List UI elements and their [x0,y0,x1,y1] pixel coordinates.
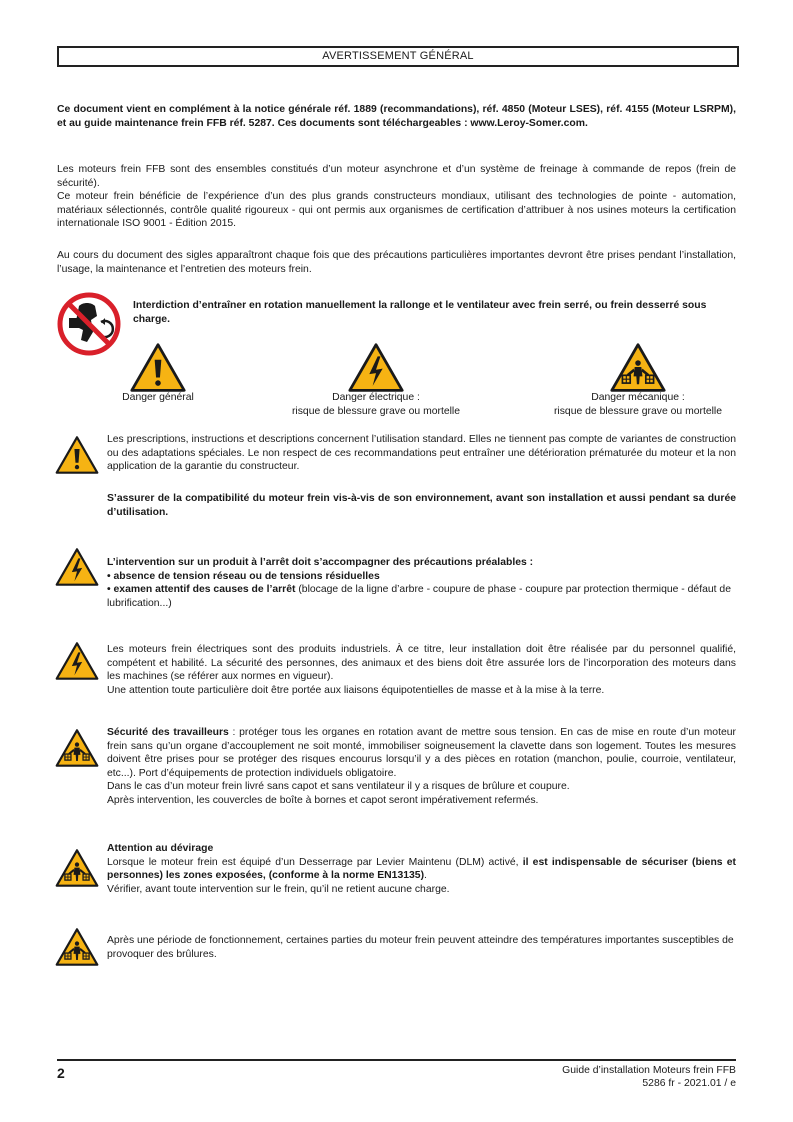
danger-mechanical-label [534,391,742,418]
general-danger-icon [55,436,99,474]
footer-doc-title: Guide d’installation Moteurs frein FFB [562,1065,736,1076]
bullet-no-voltage: • absence de tension réseau ou de tensions résiduelles [107,570,380,582]
section-worker-safety [107,726,736,808]
danger-mechanical-line2: risque de blessure grave ou mortelle [553,405,723,417]
section-industrial-products-text: Les moteurs frein électriques sont des produits industriels. À ce titre, leur installation doit être réalisée par du personnel qualifié, compétent et habilité. La sécurité des personnes, des animaux et des biens doit être assurée lors de l’incorporation des moteurs dans les machines (se référer aux normes en vigueur). [107,644,736,683]
danger-general-line1: Danger général [122,392,194,403]
page-number: 2 [57,1065,65,1081]
prohibition-text: Interdiction d’entraîner en rotation manuellement la rallonge et le ventilateur avec frein serré, ou frein desserré sous charge. [133,300,707,325]
danger-mechanical-line1: Danger mécanique : [591,392,685,403]
intro-bold-paragraph: Ce document vient en complément à la notice générale réf. 1889 (recommandations), réf. 4850 (Moteur LSES), réf. 4155 (Moteur LSRPM), et au guide maintenance frein FFB réf. 5287. Ces documents sont téléchargeables : www.Leroy-Somer.com. [57,104,736,129]
header-title: AVERTISSEMENT GÉNÉRAL [322,50,474,62]
danger-electrical-line2: risque de blessure grave ou mortelle [291,405,461,417]
footer-divider [57,1059,736,1061]
section-standard-use-text: Les prescriptions, instructions et descriptions concernent l’utilisation standard. Elles ne tiennent pas compte de variantes de construction ou des adaptations spéciales. Le non respect de ces recommandations peut entraîner une détérioration prématurée du moteur et la non application de la garantie du constructeur. [107,434,736,473]
mechanical-danger-icon [55,928,99,966]
worker-safety-title: Sécurité des travailleurs [107,727,229,738]
worker-safety-text: : protéger tous les organes en rotation avant de mettre sous tension. En cas de mise en route d’un moteur frein sans qu’un organe d’accouplement ne soit monté, immobiliser soigneusement la clavette dans son logement. Toutes les mesures doivent être prises pour se protéger des risques encourus lorsqu’il y a des pièces en rotation (manchon, poulie, courroie, ventilateur, etc...). Port d’équipements de protection individuels obligatoire. [107,727,736,779]
bullet-cause-examination [107,583,736,610]
backdriving-paragraph [107,856,736,883]
bullet-cause-bold: • examen attentif des causes de l’arrêt [107,584,296,596]
page-header [57,46,739,67]
mechanical-danger-icon [610,343,666,392]
section-compatibility-bold: S’assurer de la compatibilité du moteur frein vis-à-vis de son environnement, avant son installation et aussi pendant sa durée d’utilisation. [107,493,736,518]
general-danger-icon [130,343,186,392]
worker-safety-close-covers: Après intervention, les couvercles de boîte à bornes et capot seront impérativement refermés. [107,794,539,806]
footer-info [562,1064,736,1090]
electrical-danger-icon [55,642,99,680]
worker-safety-paragraph [107,726,736,780]
intro-paragraph-2: Au cours du document des sigles apparaîtront chaque fois que des précautions particulières importantes devront être prises pendant l’installation, l’usage, la maintenance et l’entretien des moteurs frein. [57,250,736,275]
backdriving-text-b: il est indispensable de sécuriser (biens et personnes) les zones exposées, (conforme à la norme EN13135) [107,856,736,882]
mechanical-danger-icon [55,849,99,887]
intro-paragraph-1a: Les moteurs frein FFB sont des ensembles constitués d’un moteur asynchrone et d’un système de freinage à commande de repos (frein de sécurité). [57,164,736,189]
backdriving-title: Attention au dévirage [107,843,214,854]
intro-paragraph-1b: Ce moteur frein bénéficie de l’expérience d’un des plus grands constructeurs mondiaux, utilisant des technologies de pointe - automation, matériaux sélectionnés, contrôle qualité rigoureux - qui ont permis aux organismes de certification d’attribuer à nos usines moteurs la certification internationale ISO 9001 - Édition 2015. [57,191,736,230]
danger-electrical-line1: Danger électrique : [332,392,420,403]
bullet-cause-rest: (blocage de la ligne d’arbre - coupure de phase - coupure par protection thermique - défaut de lubrification...) [107,584,731,609]
worker-safety-burn-text: Dans le cas d’un moteur frein livré sans capot et sans ventilateur il y a risques de brûlure et coupure. [107,781,570,793]
backdriving-text-c: . [424,870,427,882]
section-burn-hazard-text: Après une période de fonctionnement, certaines parties du moteur frein peuvent atteindre des températures importantes susceptibles de provoquer des brûlures. [107,935,734,960]
electrical-danger-icon [55,548,99,586]
electrical-danger-icon [348,343,404,392]
stopped-product-title: L’intervention sur un produit à l’arrêt doit s’accompagner des précautions préalables : [107,557,534,568]
footer-doc-ref: 5286 fr - 2021.01 / e [642,1078,736,1089]
danger-electrical-label [272,391,480,418]
danger-general-label [88,391,228,405]
backdriving-check-text: Vérifier, avant toute intervention sur le frein, qu’il ne retient aucune charge. [107,883,450,895]
section-stopped-product [107,556,736,610]
section-backdriving [107,842,736,896]
section-equipotential-text: Une attention toute particulière doit être portée aux liaisons équipotentielles de masse et à la mise à la terre. [107,685,605,696]
mechanical-danger-icon [55,729,99,767]
prohibition-hand-rotation-icon [57,292,121,356]
backdriving-text-a: Lorsque le moteur frein est équipé d’un Desserrage par Levier Maintenu (DLM) activé, [107,856,523,868]
